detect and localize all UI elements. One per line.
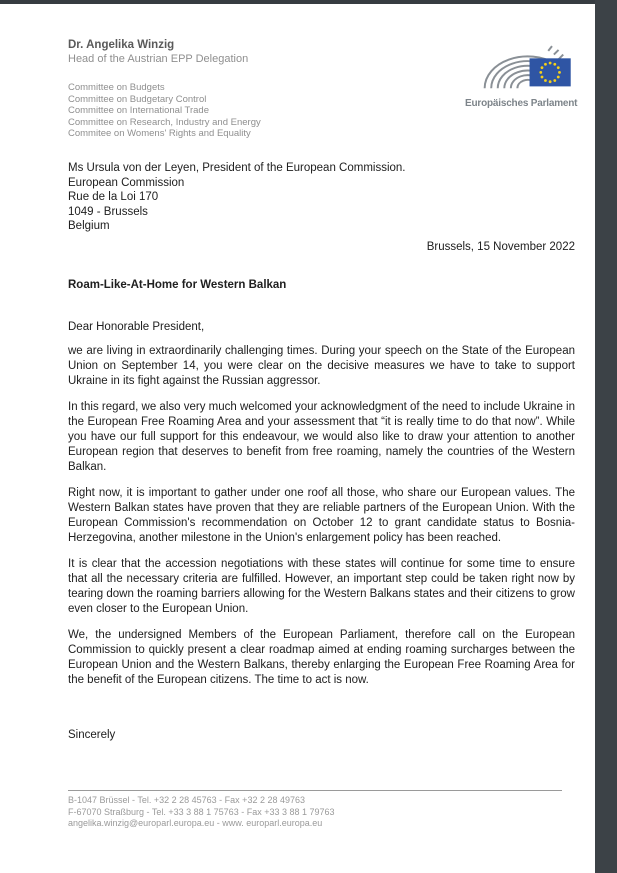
- hemicycle-eu-flag-icon: [471, 34, 575, 92]
- viewer-right-edge: [595, 0, 617, 873]
- subject-line: Roam-Like-At-Home for Western Balkan: [68, 279, 287, 291]
- committee-line: Committee on Budgets: [68, 82, 165, 93]
- recipient-line: Rue de la Loi 170: [68, 191, 159, 203]
- letter-body: [68, 344, 575, 699]
- committee-line: Committee on Research, Industry and Energy: [68, 116, 261, 128]
- paragraph: We, the undersigned Members of the European Parliament, therefore call on the European Commission to quickly present a clear roadmap aimed at ending roaming surcharges between the European Union and the Western Balkans, thereby enlarging the European Free Roaming Area for the benefit of the European citizens. The time to act is now.: [68, 629, 575, 686]
- footer-line: F-67070 Straßburg - Tel. +33 3 88 1 75763 - Fax +33 3 88 1 79763: [68, 806, 335, 817]
- footer-line: angelika.winzig@europarl.europa.eu - www. europarl.europa.eu: [68, 818, 323, 828]
- recipient-line: European Commission: [68, 176, 185, 189]
- paragraph: Right now, it is important to gather under one roof all those, who share our European values. The Western Balkan states have proven that they are reliable partners of the European Union. With the European Commission's recommendation on October 12 to grant candidate status to Bosnia-Herzegovina, another milestone in the Union's enlargement policy has been reached.: [68, 487, 575, 544]
- sender-block: [68, 38, 261, 140]
- paragraph: It is clear that the accession negotiations with these states will continue for some time to ensure that all the necessary criteria are fulfilled. However, an important step could be taken right now by tearing down the roaming barriers allowing for the Western Balkans states and their citizens to grow even closer to the European Union.: [68, 558, 575, 615]
- committee-line: Committee on Budgetary Control: [68, 93, 207, 105]
- footer-block: [68, 790, 562, 830]
- viewer-top-edge: [0, 0, 617, 4]
- logo-caption: Europäisches Parlament: [465, 98, 578, 109]
- date-line: Brussels, 15 November 2022: [426, 241, 575, 253]
- salutation: Dear Honorable President,: [68, 321, 205, 333]
- committee-line: Committee on International Trade: [68, 105, 209, 116]
- recipient-line: 1049 - Brussels: [68, 205, 148, 218]
- recipient-address: [68, 161, 406, 234]
- footer-divider: [68, 790, 562, 791]
- footer-line: B-1047 Brüssel - Tel. +32 2 28 45763 - Fax +32 2 28 49763: [68, 795, 305, 805]
- sender-name: Dr. Angelika Winzig: [68, 39, 175, 51]
- european-parliament-logo: [465, 34, 578, 109]
- recipient-line: Ms Ursula von der Leyen, President of the European Commission.: [68, 162, 406, 174]
- closing: Sincerely: [68, 729, 116, 741]
- paragraph: we are living in extraordinarily challenging times. During your speech on the State of the European Union on September 14, you were clear on the decisive measures we have to take to support Ukraine in its fight against the Russian aggressor.: [68, 345, 575, 387]
- paragraph: In this regard, we also very much welcomed your acknowledgment of the need to include Ukraine in the European Free Roaming Area and your assessment that “it is really time to do that now”. While you have our full support for this endeavour, we would also like to draw your attention to another European region that deserves to benefit from free roaming, namely the countries of the Western Balkan.: [68, 401, 575, 473]
- recipient-line: Belgium: [68, 220, 110, 232]
- committee-line: Commitee on Womens' Rights and Equality: [68, 128, 251, 139]
- committee-list: [68, 82, 261, 140]
- sender-role: Head of the Austrian EPP Delegation: [68, 53, 249, 65]
